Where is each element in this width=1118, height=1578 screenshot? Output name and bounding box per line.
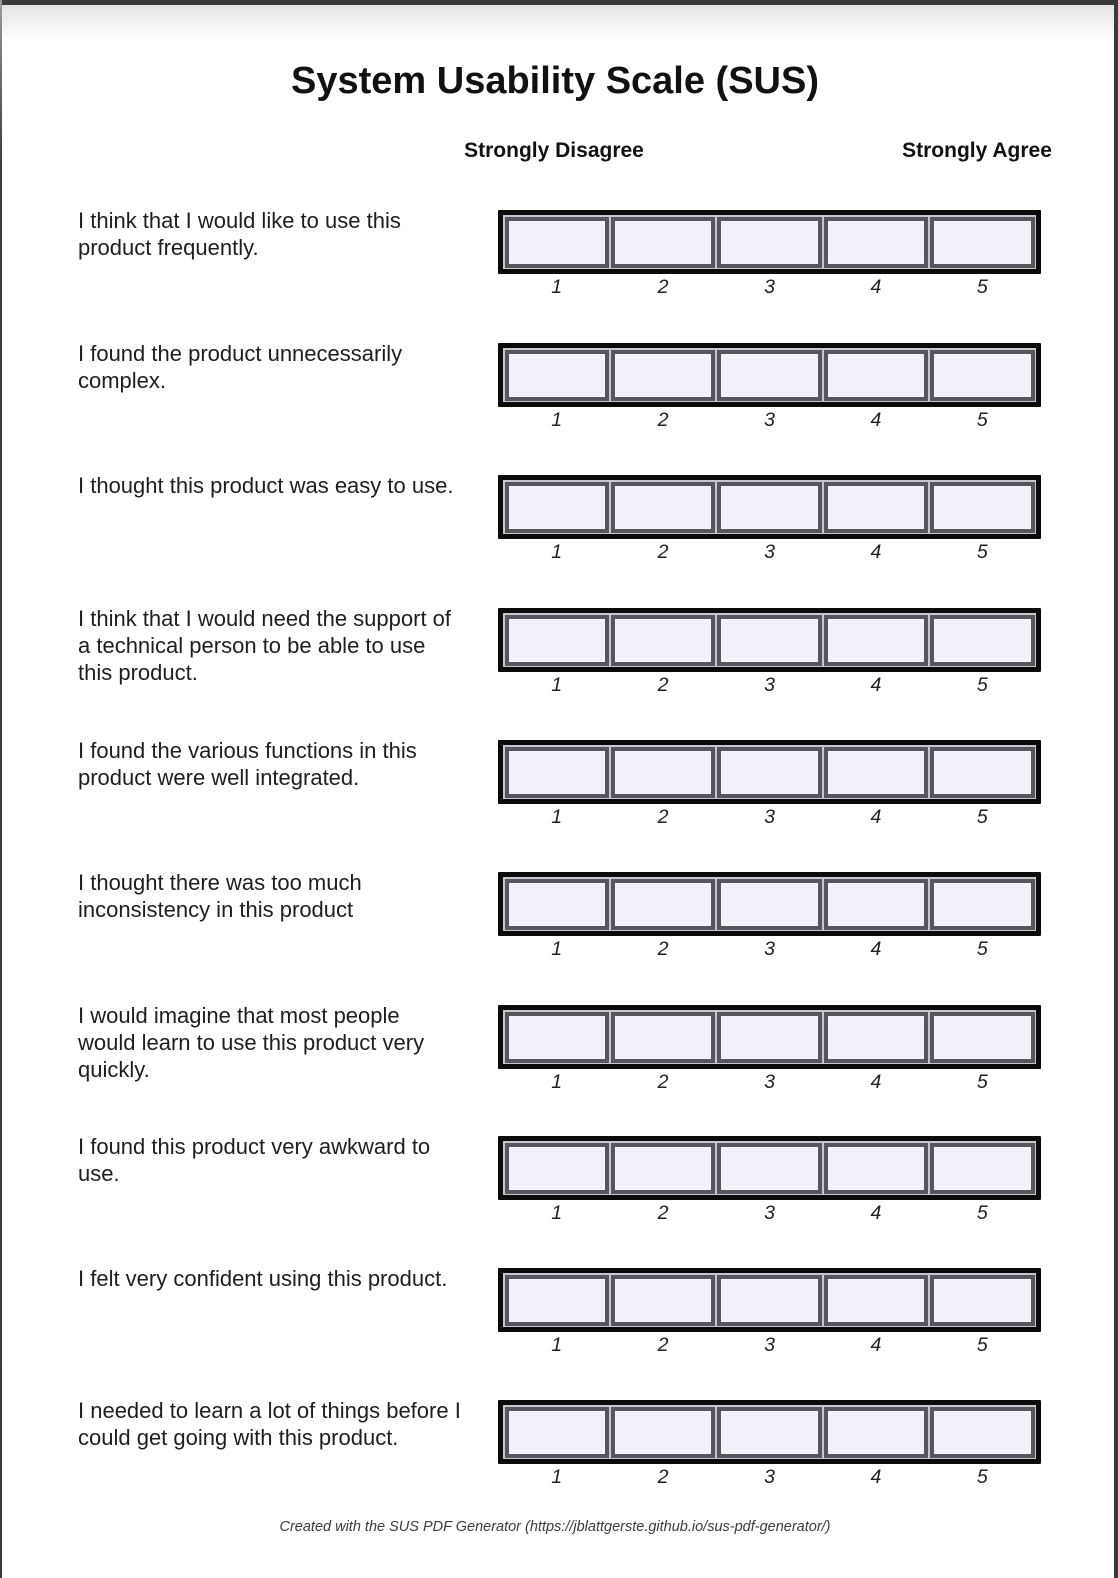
rating-scale [498, 608, 1041, 697]
scale-number: 3 [764, 276, 775, 298]
rating-checkbox-2[interactable] [611, 747, 715, 798]
rating-checkbox-5[interactable] [930, 1143, 1034, 1194]
rating-checkbox-4[interactable] [824, 482, 928, 533]
rating-boxes [498, 343, 1041, 407]
rating-checkbox-3[interactable] [717, 1012, 821, 1063]
rating-boxes [498, 1136, 1041, 1200]
strongly-agree-label: Strongly Agree [902, 139, 1052, 162]
rating-scale [498, 1005, 1041, 1094]
rating-checkbox-4[interactable] [824, 1012, 928, 1063]
question-text: I would imagine that most people would learn to use this product very quickly. [78, 1003, 425, 1082]
question-text: I think that I would like to use this product frequently. [78, 208, 401, 260]
rating-checkbox-4[interactable] [824, 1407, 928, 1458]
scale-number: 3 [764, 1466, 775, 1488]
rating-scale [498, 210, 1041, 299]
rating-checkbox-5[interactable] [930, 615, 1034, 666]
rating-checkbox-1[interactable] [505, 1407, 609, 1458]
rating-checkbox-3[interactable] [717, 217, 821, 268]
scale-number: 3 [764, 409, 775, 431]
scale-number: 3 [764, 541, 775, 563]
scale-number: 2 [657, 409, 669, 431]
scale-header-row [464, 138, 1052, 164]
rating-numbers [498, 1201, 1041, 1225]
scale-number: 1 [551, 1202, 563, 1224]
window-right-edge [1114, 0, 1118, 1578]
rating-checkbox-1[interactable] [505, 1143, 609, 1194]
rating-boxes [498, 1268, 1041, 1332]
scale-number: 2 [657, 806, 669, 828]
rating-scale [498, 740, 1041, 829]
scale-number: 5 [976, 1071, 988, 1093]
rating-numbers [498, 275, 1041, 299]
window-top-edge [0, 0, 1118, 5]
rating-checkbox-3[interactable] [717, 747, 821, 798]
scale-number: 5 [976, 674, 988, 696]
rating-checkbox-5[interactable] [930, 747, 1034, 798]
scale-number: 2 [657, 541, 669, 563]
rating-boxes [498, 1005, 1041, 1069]
rating-boxes [498, 608, 1041, 672]
rating-checkbox-1[interactable] [505, 482, 609, 533]
rating-boxes [498, 1400, 1041, 1464]
scale-number: 1 [551, 541, 563, 563]
scale-number: 5 [976, 276, 988, 298]
scale-number: 4 [870, 674, 882, 696]
scale-number: 4 [870, 1071, 882, 1093]
rating-checkbox-4[interactable] [824, 217, 928, 268]
rating-checkbox-2[interactable] [611, 1143, 715, 1194]
rating-boxes [498, 210, 1041, 274]
rating-checkbox-1[interactable] [505, 1275, 609, 1326]
scale-number: 2 [657, 276, 669, 298]
page-title: System Usability Scale (SUS) [291, 60, 819, 102]
scale-number: 3 [764, 806, 775, 828]
rating-checkbox-1[interactable] [505, 350, 609, 401]
scale-number: 4 [870, 1466, 882, 1488]
footer-credit: Created with the SUS PDF Generator (https://jblattgerste.github.io/sus-pdf-generator/) [279, 1519, 831, 1535]
question-text: I felt very confident using this product. [78, 1266, 448, 1291]
scale-number: 4 [870, 409, 882, 431]
rating-checkbox-2[interactable] [611, 1275, 715, 1326]
rating-numbers [498, 937, 1041, 961]
rating-checkbox-4[interactable] [824, 350, 928, 401]
rating-checkbox-5[interactable] [930, 350, 1034, 401]
scale-number: 5 [976, 1334, 988, 1356]
rating-numbers [498, 673, 1041, 697]
rating-numbers [498, 540, 1041, 564]
scale-number: 2 [657, 674, 669, 696]
rating-checkbox-4[interactable] [824, 615, 928, 666]
rating-boxes [498, 475, 1041, 539]
rating-numbers [498, 1070, 1041, 1094]
scale-number: 5 [976, 806, 988, 828]
rating-checkbox-1[interactable] [505, 615, 609, 666]
scale-number: 2 [657, 938, 669, 960]
rating-numbers [498, 1465, 1041, 1489]
rating-checkbox-5[interactable] [930, 1407, 1034, 1458]
rating-checkbox-2[interactable] [611, 1012, 715, 1063]
rating-checkbox-2[interactable] [611, 217, 715, 268]
scale-number: 1 [551, 1466, 563, 1488]
scale-number: 5 [976, 541, 988, 563]
rating-checkbox-2[interactable] [611, 1407, 715, 1458]
scale-number: 1 [551, 674, 563, 696]
rating-checkbox-1[interactable] [505, 879, 609, 930]
rating-boxes [498, 872, 1041, 936]
scale-number: 1 [551, 806, 563, 828]
question-text: I found the product unnecessarily complex. [78, 341, 403, 393]
question-text: I needed to learn a lot of things before I could get going with this product. [78, 1398, 461, 1450]
scale-number: 4 [870, 806, 882, 828]
rating-checkbox-3[interactable] [717, 482, 821, 533]
scale-number: 4 [870, 541, 882, 563]
rating-checkbox-5[interactable] [930, 1012, 1034, 1063]
scale-number: 2 [657, 1202, 669, 1224]
rating-scale [498, 343, 1041, 432]
scale-number: 2 [657, 1071, 669, 1093]
rating-checkbox-4[interactable] [824, 879, 928, 930]
scale-number: 3 [764, 1334, 775, 1356]
rating-checkbox-3[interactable] [717, 1143, 821, 1194]
page-top-shadow [2, 5, 1114, 41]
rating-scale [498, 1268, 1041, 1357]
question-text: I found the various functions in this product were well integrated. [78, 738, 417, 790]
rating-checkbox-3[interactable] [717, 879, 821, 930]
scale-number: 1 [551, 276, 563, 298]
scale-number: 3 [764, 674, 775, 696]
rating-checkbox-2[interactable] [611, 482, 715, 533]
rating-numbers [498, 805, 1041, 829]
question-text: I thought this product was easy to use. [78, 473, 454, 498]
rating-scale [498, 1136, 1041, 1225]
scale-number: 4 [870, 1202, 882, 1224]
question-text: I found this product very awkward to use. [78, 1134, 431, 1186]
scale-number: 4 [870, 938, 882, 960]
rating-checkbox-3[interactable] [717, 1275, 821, 1326]
question-text: I thought there was too much inconsistency in this product [78, 870, 362, 922]
scale-number: 1 [551, 1071, 563, 1093]
scale-number: 5 [976, 409, 988, 431]
scale-number: 3 [764, 1202, 775, 1224]
rating-checkbox-2[interactable] [611, 879, 715, 930]
strongly-disagree-label: Strongly Disagree [464, 139, 644, 162]
rating-checkbox-4[interactable] [824, 1275, 928, 1326]
rating-boxes [498, 740, 1041, 804]
scale-number: 5 [976, 938, 988, 960]
rating-checkbox-1[interactable] [505, 1012, 609, 1063]
scale-number: 5 [976, 1202, 988, 1224]
rating-checkbox-5[interactable] [930, 217, 1034, 268]
rating-scale [498, 872, 1041, 961]
rating-checkbox-2[interactable] [611, 350, 715, 401]
rating-numbers [498, 1333, 1041, 1357]
rating-numbers [498, 408, 1041, 432]
rating-checkbox-3[interactable] [717, 350, 821, 401]
rating-checkbox-5[interactable] [930, 482, 1034, 533]
rating-checkbox-4[interactable] [824, 1143, 928, 1194]
scale-number: 3 [764, 938, 775, 960]
scale-number: 4 [870, 276, 882, 298]
rating-checkbox-5[interactable] [930, 1275, 1034, 1326]
rating-checkbox-4[interactable] [824, 747, 928, 798]
scale-number: 1 [551, 409, 563, 431]
scale-number: 1 [551, 938, 563, 960]
rating-checkbox-5[interactable] [930, 879, 1034, 930]
window-left-edge [0, 0, 2, 1578]
scale-number: 4 [870, 1334, 882, 1356]
scale-number: 1 [551, 1334, 563, 1356]
rating-scale [498, 1400, 1041, 1489]
scale-number: 5 [976, 1466, 988, 1488]
rating-checkbox-3[interactable] [717, 615, 821, 666]
question-text: I think that I would need the support of a technical person to be able to use this product. [78, 606, 452, 685]
rating-checkbox-1[interactable] [505, 217, 609, 268]
scale-number: 3 [764, 1071, 775, 1093]
rating-scale [498, 475, 1041, 564]
rating-checkbox-1[interactable] [505, 747, 609, 798]
scale-number: 2 [657, 1334, 669, 1356]
rating-checkbox-2[interactable] [611, 615, 715, 666]
rating-checkbox-3[interactable] [717, 1407, 821, 1458]
scale-number: 2 [657, 1466, 669, 1488]
